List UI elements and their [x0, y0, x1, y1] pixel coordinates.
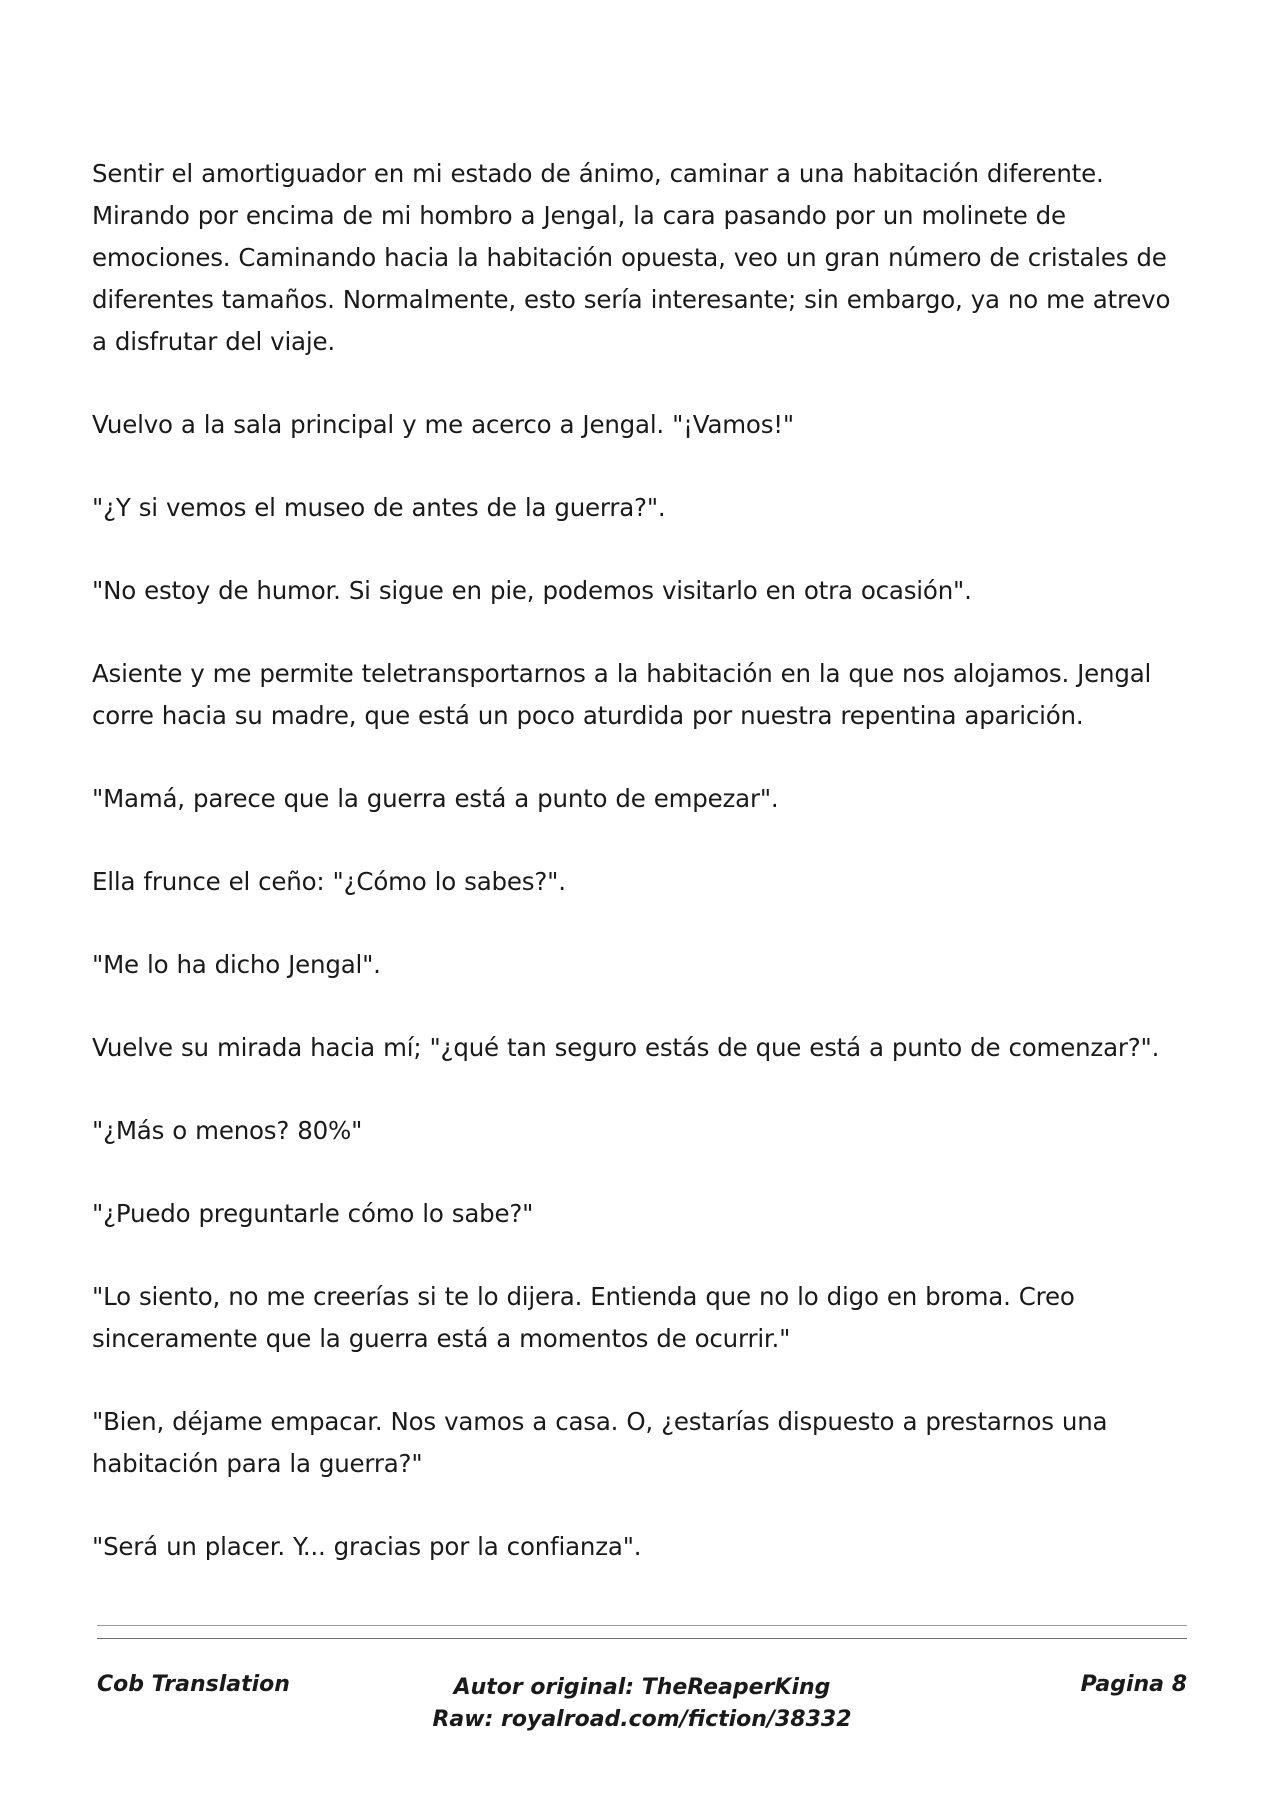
paragraph-13: "Bien, déjame empacar. Nos vamos a casa. O, ¿estarías dispuesto a prestarnos una habitación para la guerra?" [92, 1407, 1108, 1478]
footer-divider-top [97, 1625, 1187, 1626]
paragraph-7: Ella frunce el ceño: "¿Cómo lo sabes?". [92, 867, 566, 896]
paragraph-9: Vuelve su mirada hacia mí; "¿qué tan seguro estás de que está a punto de comenzar?". [92, 1033, 1160, 1062]
footer-raw-source: Raw: royalroad.com/fiction/38332 [432, 1707, 852, 1732]
paragraph-11: "¿Puedo preguntarle cómo lo sabe?" [92, 1199, 534, 1228]
body-text [92, 153, 1188, 1609]
paragraph-10: "¿Más o menos? 80%" [92, 1116, 363, 1145]
paragraph-5: Asiente y me permite teletransportarnos a la habitación en la que nos alojamos. Jengal corre hacia su madre, que está un poco aturdida por nuestra repentina aparición. [92, 659, 1152, 730]
paragraph-4: "No estoy de humor. Si sigue en pie, podemos visitarlo en otra ocasión". [92, 576, 972, 605]
paragraph-2: Vuelvo a la sala principal y me acerco a Jengal. "¡Vamos!" [92, 410, 794, 439]
footer-author: Autor original: TheReaperKing [453, 1675, 831, 1700]
footer-translator: Cob Translation [97, 1672, 290, 1697]
paragraph-3: "¿Y si vemos el museo de antes de la guerra?". [92, 493, 666, 522]
paragraph-14: "Será un placer. Y... gracias por la confianza". [92, 1532, 642, 1561]
paragraph-8: "Me lo ha dicho Jengal". [92, 950, 381, 979]
footer-divider-bottom [97, 1638, 1187, 1639]
paragraph-1: Sentir el amortiguador en mi estado de ánimo, caminar a una habitación diferente. Mirando por encima de mi hombro a Jengal, la cara pasando por un molinete de emociones. Caminando hacia la habitación opuesta, veo un gran número de cristales de diferentes tamaños. Normalmente, esto sería interesante; sin embargo, ya no me atrevo a disfrutar del viaje. [92, 159, 1171, 356]
footer-page-number: Pagina 8 [1080, 1672, 1187, 1697]
footer-credits [97, 1672, 1187, 1736]
paragraph-12: "Lo siento, no me creerías si te lo dijera. Entienda que no lo digo en broma. Creo sinceramente que la guerra está a momentos de ocurrir." [92, 1282, 1075, 1353]
paragraph-6: "Mamá, parece que la guerra está a punto de empezar". [92, 784, 779, 813]
